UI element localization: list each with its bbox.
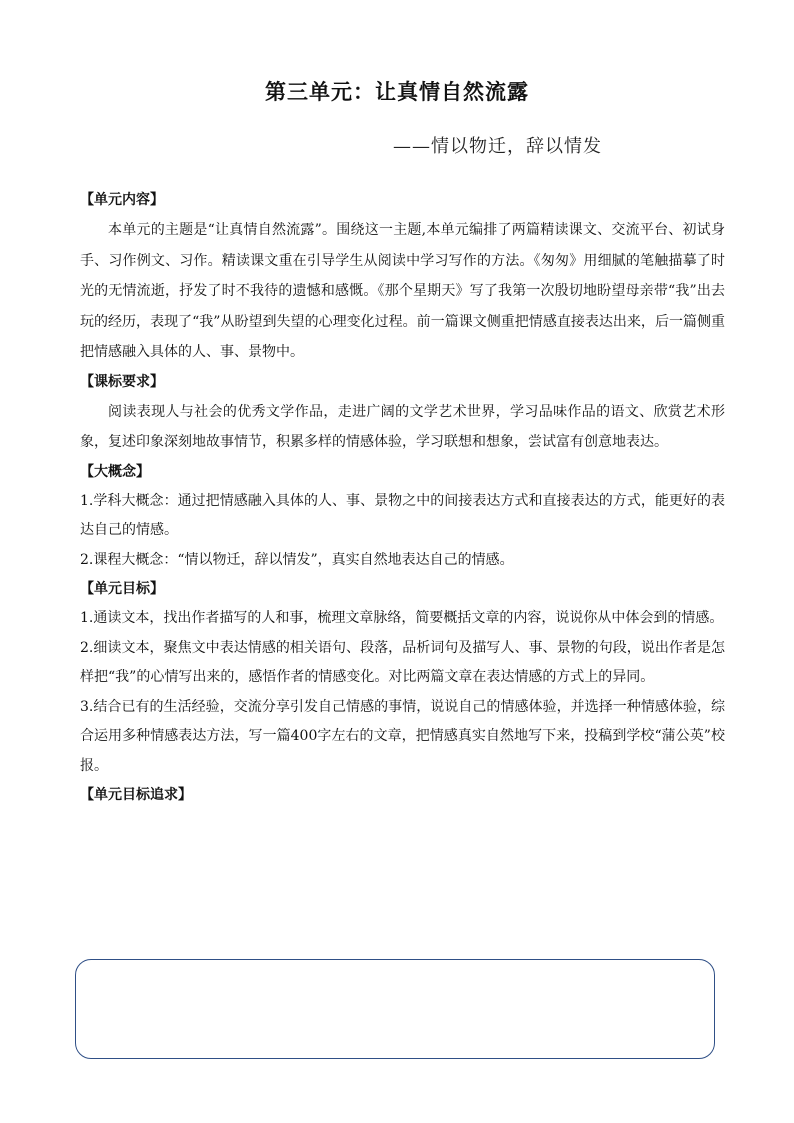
- section-unit-goal-pursuit: [80, 781, 725, 810]
- answer-box[interactable]: [75, 959, 715, 1059]
- section-big-concepts: [80, 458, 725, 576]
- list-item: 1.学科大概念：通过把情感融入具体的人、事、景物之中的间接表达方式和直接表达的方式，能更好的表达自己的情感。: [80, 492, 725, 538]
- section-paragraph: 阅读表现人与社会的优秀文学作品，走进广阔的文学艺术世界，学习品味作品的语文、欣赏艺术形象，复述印象深刻地故事情节，积累多样的情感体验，学习联想和想象，尝试富有创意地表达。: [80, 403, 725, 450]
- document-title: 第三单元：让真情自然流露: [265, 80, 529, 104]
- section-curriculum-requirements: [80, 368, 725, 458]
- section-heading: 【大概念】: [80, 463, 150, 480]
- list-item: 2.课程大概念：“情以物迁，辞以情发”，真实自然地表达自己的情感。: [80, 551, 514, 568]
- section-unit-content: [80, 186, 725, 368]
- list-item: 1.通读文本，找出作者描写的人和事，梳理文章脉络，简要概括文章的内容，说说你从中体会到的情感。: [80, 610, 724, 626]
- section-paragraph: 本单元的主题是“让真情自然流露”。围绕这一主题,本单元编排了两篇精读课文、交流平台、初试身手、习作例文、习作。精读课文重在引导学生从阅读中学习写作的方法。《匆匆》用细腻的笔触描摹了时光的无情流逝，抒发了时不我待的遗憾和感慨。《那个星期天》写了我第一次殷切地盼望母亲带“我”出去玩的经历，表现了“我”从盼望到失望的心理变化过程。前一篇课文侧重把情感直接表达出来，后一篇侧重把情感融入具体的人、事、景物中。: [80, 222, 725, 360]
- list-item: 3.结合已有的生活经验，交流分享引发自己情感的事情，说说自己的情感体验，并选择一种情感体验，综合运用多种情感表达方法，写一篇400字左右的文章，把情感真实自然地写下来，投稿到学校“蒲公英”校报。: [80, 698, 725, 774]
- section-heading: 【课标要求】: [80, 373, 164, 390]
- list-item: 2.细读文本，聚焦文中表达情感的相关语句、段落，品析词句及描写人、事、景物的句段，说出作者是怎样把“我”的心情写出来的，感悟作者的情感变化。对比两篇文章在表达情感的方式上的异同。: [80, 639, 725, 685]
- document-subtitle: ——情以物迁，辞以情发: [393, 136, 602, 157]
- section-heading: 【单元内容】: [80, 192, 164, 208]
- document-body: [80, 186, 725, 810]
- section-unit-goals: [80, 575, 725, 781]
- section-heading: 【单元目标追求】: [80, 787, 192, 803]
- section-heading: 【单元目标】: [80, 581, 164, 597]
